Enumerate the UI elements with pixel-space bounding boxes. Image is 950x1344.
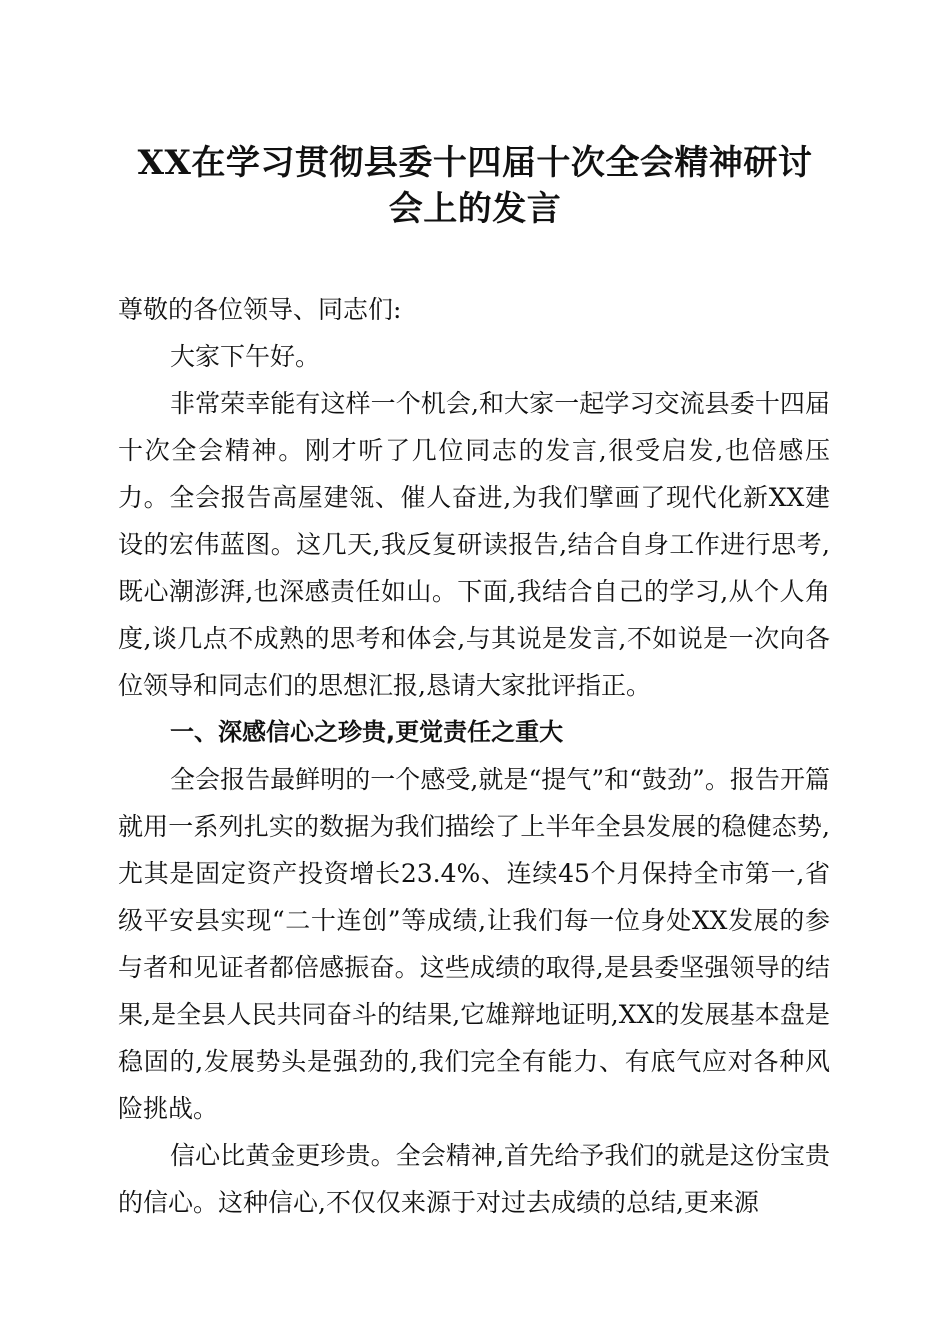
title-line-1: XX在学习贯彻县委十四届十次全会精神研讨 bbox=[137, 143, 813, 183]
salutation: 尊敬的各位领导、同志们: bbox=[118, 295, 402, 324]
paragraph-confidence: 全会报告最鲜明的一个感受,就是“提气”和“鼓劲”。报告开篇就用一系列扎实的数据为我们描绘了上半年全县发展的稳健态势,尤其是固定资产投资增长23.4%、连续45个月保持全市第一,省级平安县实现“二十连创”等成绩,让我们每一位身处XX发展的参与者和见证者都倍感振奋。这些成绩的取得,是县委坚强领导的结果,是全县人民共同奋斗的结果,它雄辩地证明,XX的发展基本盘是稳固的,发展势头是强劲的,我们完全有能力、有底气应对各种风险挑战。 bbox=[118, 765, 830, 1123]
section-heading: 一、深感信心之珍贵,更觉责任之重大 bbox=[170, 718, 564, 746]
greeting: 大家下午好。 bbox=[170, 342, 321, 371]
paragraph-intro: 非常荣幸能有这样一个机会,和大家一起学习交流县委十四届十次全会精神。刚才听了几位同志的发言,很受启发,也倍感压力。全会报告高屋建瓴、催人奋进,为我们擘画了现代化新XX建设的宏伟蓝图。这几天,我反复研读报告,结合自身工作进行思考,既心潮澎湃,也深感责任如山。下面,我结合自己的学习,从个人角度,谈几点不成熟的思考和体会,与其说是发言,不如说是一次向各位领导和同志们的思想汇报,恳请大家批评指正。 bbox=[118, 389, 830, 700]
title-line-2: 会上的发言 bbox=[388, 189, 562, 229]
document-body bbox=[118, 286, 830, 1226]
paragraph-gold: 信心比黄金更珍贵。全会精神,首先给予我们的就是这份宝贵的信心。这种信心,不仅仅来源于对过去成绩的总结,更来源 bbox=[118, 1141, 830, 1217]
document-title bbox=[110, 140, 840, 232]
